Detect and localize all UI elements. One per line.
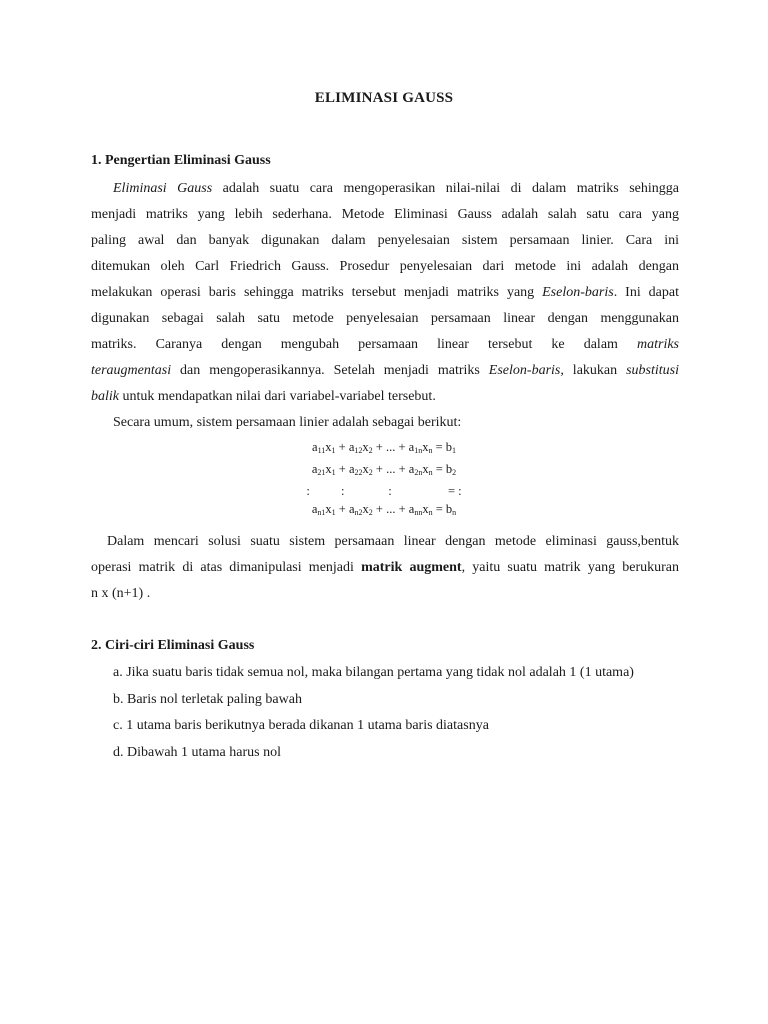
list-item: a. Jika suatu baris tidak semua nol, maka bilangan pertama yang tidak nol adalah 1 (1 utama) xyxy=(113,665,634,680)
paragraph-line xyxy=(91,280,679,306)
section-2-heading: 2. Ciri-ciri Eliminasi Gauss xyxy=(91,638,255,653)
equation-system xyxy=(250,438,518,522)
section-1-heading: 1. Pengertian Eliminasi Gauss xyxy=(91,153,271,168)
paragraph-text: Dalam mencari solusi suatu sistem persamaan linear dengan metode eliminasi gauss,bentuk xyxy=(107,534,679,549)
paragraph-line xyxy=(91,555,679,581)
paragraph-text: , lakukan xyxy=(560,363,627,378)
paragraph-text: , yaitu suatu matrik yang berukuran xyxy=(461,560,679,575)
paragraph-line xyxy=(91,176,679,202)
equation-row-4: $a_{n1}x_1 + a_{n2}x_2$ + ... + $a_{nn}x_n = b_n$ xyxy=(311,502,457,517)
equation-row-1: $a_{11}x_1 + a_{12}x_2$ + ... + $a_{1n}x_n = b_1$ xyxy=(312,440,456,455)
paragraph-text: melakukan operasi baris sehingga matriks tersebut menjadi matriks yang xyxy=(91,285,543,300)
paragraph-line xyxy=(91,410,679,436)
bold-term: matrik augment xyxy=(361,560,462,575)
list-item: b. Baris nol terletak paling bawah xyxy=(113,691,302,707)
paragraph-text: Secara umum, sistem persamaan linier adalah sebagai berikut: xyxy=(113,415,462,430)
paragraph-line xyxy=(91,332,679,358)
paragraph-line: paling awal dan banyak digunakan dalam penyelesaian sistem persamaan linier. Cara ini xyxy=(91,233,679,248)
section-1-paragraph xyxy=(91,176,679,410)
paragraph-text: untuk mendapatkan nilai dari variabel-variabel tersebut. xyxy=(119,389,436,404)
italic-term: teraugmentasi xyxy=(91,363,172,378)
paragraph-text: operasi matrik di atas dimanipulasi menjadi xyxy=(91,560,362,575)
italic-term: Eselon-baris xyxy=(488,363,561,378)
italic-term: substitusi xyxy=(626,363,679,378)
paragraph-line: menjadi matriks yang lebih sederhana. Metode Eliminasi Gauss adalah salah satu cara yang xyxy=(91,207,679,222)
list-item: c. 1 utama baris berikutnya berada dikanan 1 utama baris diatasnya xyxy=(113,718,489,733)
paragraph-line xyxy=(91,384,679,410)
page-title: ELIMINASI GAUSS xyxy=(314,90,454,106)
paragraph-line: ditemukan oleh Carl Friedrich Gauss. Prosedur penyelesaian dari metode ini adalah dengan xyxy=(91,259,679,274)
paragraph-line: digunakan sebagai salah satu metode penyelesaian persamaan linear dengan menggunakan xyxy=(91,311,679,326)
paragraph-text: . Ini dapat xyxy=(613,285,679,300)
list-item: d. Dibawah 1 utama harus nol xyxy=(113,744,281,760)
section-1-paragraph-augment xyxy=(91,529,679,607)
paragraph-line: n x (n+1) . xyxy=(91,586,151,601)
section-1-intro-equations xyxy=(91,410,679,436)
italic-term: Eliminasi Gauss xyxy=(113,181,213,196)
paragraph-line xyxy=(91,529,679,555)
paragraph-line xyxy=(91,358,679,384)
paragraph-text: adalah suatu cara mengoperasikan nilai-nilai di dalam matriks sehingga xyxy=(212,181,679,196)
criteria-list xyxy=(113,660,634,766)
italic-term: balik xyxy=(91,389,119,404)
paragraph-text: matriks. Caranya dengan mengubah persamaan linear tersebut ke dalam xyxy=(91,337,637,352)
equation-row-3: : : : = : xyxy=(306,484,462,498)
equation-row-2: $a_{21}x_1 + a_{22}x_2$ + ... + $a_{2n}x_n = b_2$ xyxy=(311,462,457,477)
italic-term: matriks xyxy=(637,337,679,352)
paragraph-text: dan mengoperasikannya. Setelah menjadi matriks xyxy=(171,363,489,378)
italic-term: Eselon-baris xyxy=(542,285,614,300)
